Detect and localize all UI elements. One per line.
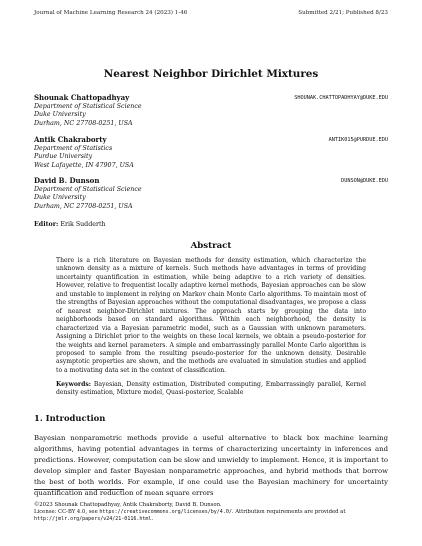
- author-affiliation-line: Duke University: [34, 111, 86, 119]
- author-block: [34, 177, 388, 211]
- editor-label: Editor:: [34, 221, 59, 228]
- author-affiliation-line: Duke University: [34, 194, 86, 202]
- license-line: [34, 509, 388, 523]
- author-block: [34, 136, 388, 170]
- license-prefix: License: CC-BY 4.0, see: [34, 509, 100, 516]
- author-affiliation-line: West Lafayette, IN 47907, USA: [34, 161, 134, 169]
- footnote: [34, 502, 388, 524]
- author-email: DUNSON@DUKE.EDU: [341, 178, 388, 184]
- submission-dates: Submitted 2/21; Published 8/23: [298, 10, 388, 16]
- abstract-heading: Abstract: [190, 241, 232, 251]
- author-affiliation-line: Department of Statistics: [34, 144, 113, 152]
- license-mid: . Attribution requirements are provided at: [231, 509, 346, 516]
- author-affiliation-line: Department of Statistical Science: [34, 185, 142, 193]
- license-end: .: [151, 516, 154, 523]
- author-affiliation-line: Durham, NC 27708-0251, USA: [34, 202, 133, 210]
- author-name: Antik Chakraborty: [34, 135, 107, 144]
- author-affiliation-line: Purdue University: [34, 153, 93, 161]
- author-affiliation-line: Department of Statistical Science: [34, 102, 142, 110]
- attribution-link[interactable]: http://jmlr.org/papers/v24/21-0116.html: [34, 516, 152, 523]
- journal-header: Journal of Machine Learning Research 24 (2023) 1-46: [34, 10, 188, 16]
- section-number: 1.: [34, 413, 43, 423]
- section-heading: [34, 413, 105, 423]
- footnote-rule: [34, 489, 124, 490]
- section-title: Introduction: [45, 413, 106, 423]
- editor-line: [34, 221, 106, 228]
- abstract-text: There is a rich literature on Bayesian methods for density estimation, which characterize the unknown density as a mixture of kernels. Such methods have advantages in terms of providing uncertainty quantification in estimation, while being adaptive to a rich variety of densities. However, relative to frequentist locally adaptive kernel methods, Bayesian approaches can be slow and unstable to implement in relying on Markov chain Monte Carlo algorithms. To maintain most of the strengths of Bayesian approaches without the computational disadvantages, we propose a class of nearest neighbor-Dirichlet mixtures. The approach starts by grouping the data into neighborhoods based on standard algorithms. Within each neighborhood, the density is characterized via a Bayesian parametric model, such as a Gaussian with unknown parameters. Assigning a Dirichlet prior to the weights on these local kernels, we obtain a pseudo-posterior for the weights and kernel parameters. A simple and embarrassingly parallel Monte Carlo algorithm is proposed to sample from the resulting pseudo-posterior for the unknown density. Desirable asymptotic properties are shown, and the methods are evaluated in simulation studies and applied to a motivating data set in the context of classification.: [56, 257, 366, 374]
- author-name: David B. Dunson: [34, 176, 100, 185]
- author-block: [34, 94, 388, 128]
- editor-name: Erik Sudderth: [60, 221, 106, 228]
- keywords-text: Bayesian, Density estimation, Distributed computing, Embarrassingly parallel, Kernel density estimation, Mixture model, Quasi-posterior, Scalable: [56, 381, 366, 397]
- author-email: ANTIK015@PURDUE.EDU: [328, 137, 388, 143]
- author-name: Shounak Chattopadhyay: [34, 93, 130, 102]
- paper-title: Nearest Neighbor Dirichlet Mixtures: [103, 68, 319, 80]
- keywords: [56, 381, 366, 398]
- license-link[interactable]: https://creativecommons.org/licenses/by/4.0/: [99, 509, 232, 516]
- author-email: SHOUNAK.CHATTOPADHYAY@DUKE.EDU: [294, 95, 388, 101]
- keywords-label: Keywords:: [56, 381, 92, 388]
- copyright-line: ©2023 Shounak Chattopadhyay, Antik Chakraborty, David B. Dunson.: [34, 502, 222, 508]
- intro-paragraph: Bayesian nonparametric methods provide a useful alternative to black box machine learning algorithms, having potential advantages in terms of characterizing uncertainty in inferences and predictions. However, computation can be slow and unwieldy to implement. Hence, it is important to develop simpler and faster Bayesian nonparametric approaches, and hybrid methods that borrow the best of both worlds. For example, if one could use the Bayesian machinery for uncertainty quantification and reduction of mean square errors: [34, 434, 388, 497]
- author-affiliation-line: Durham, NC 27708-0251, USA: [34, 119, 133, 127]
